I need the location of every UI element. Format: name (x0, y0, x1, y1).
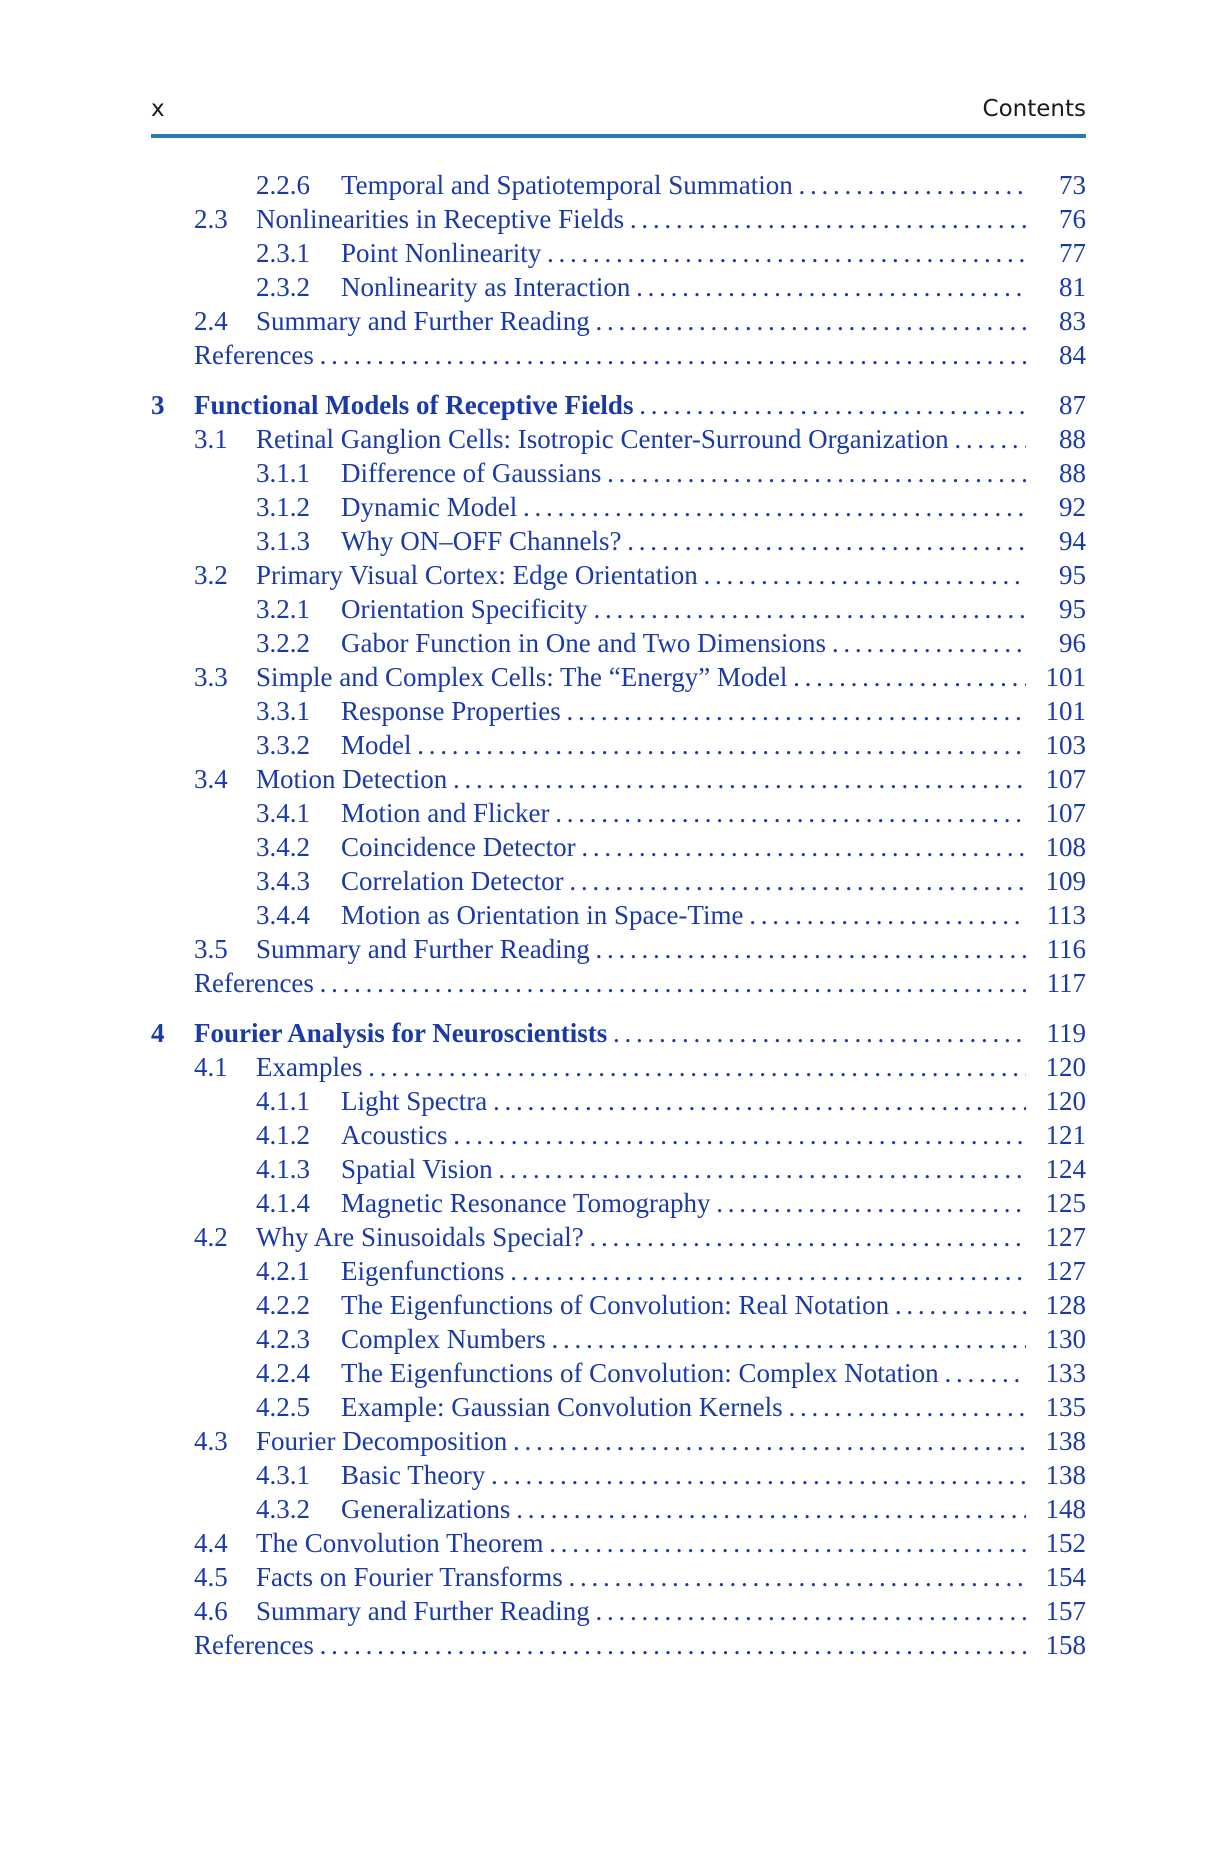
toc-entry-number: 3.3.1 (256, 696, 310, 726)
toc-entry-page[interactable]: 77 (1059, 238, 1086, 268)
toc-entry-page[interactable]: 107 (1045, 798, 1086, 828)
toc-entry-page[interactable]: 128 (1045, 1290, 1086, 1320)
toc-entry-page[interactable]: 76 (1059, 204, 1086, 234)
toc-section-entry[interactable] (151, 456, 1086, 490)
toc-section-entry[interactable] (151, 864, 1086, 898)
toc-section-entry[interactable] (151, 1594, 1086, 1628)
toc-section-entry[interactable] (151, 932, 1086, 966)
toc-section-entry[interactable] (151, 1254, 1086, 1288)
toc-entry-page[interactable]: 121 (1045, 1120, 1086, 1150)
running-title: Contents (982, 96, 1086, 122)
toc-entry-page[interactable]: 88 (1059, 458, 1086, 488)
toc-section-entry[interactable] (151, 1288, 1086, 1322)
toc-entry-number: 3.1.1 (256, 458, 310, 488)
toc-entry-number: 4.2.2 (256, 1290, 310, 1320)
toc-entry-page[interactable]: 103 (1045, 730, 1086, 760)
toc-entry-number: 3.2 (194, 560, 228, 590)
toc-chapter-entry[interactable] (151, 388, 1086, 422)
toc-entry-page[interactable]: 113 (1046, 900, 1086, 930)
toc-section-entry[interactable] (151, 796, 1086, 830)
toc-entry-page[interactable]: 101 (1045, 662, 1086, 692)
toc-entry-number: 3.1.3 (256, 526, 310, 556)
toc-entry-number: 4.1.4 (256, 1188, 310, 1218)
toc-entry-page[interactable]: 135 (1045, 1392, 1086, 1422)
toc-entry-title[interactable]: Fourier Decomposition . . . (256, 1424, 1026, 1458)
toc-entry-page[interactable]: 152 (1045, 1528, 1086, 1558)
toc-entry-number: 3.1.2 (256, 492, 310, 522)
toc-entry-number: 4.3.2 (256, 1494, 310, 1524)
toc-entry-page[interactable]: 117 (1046, 968, 1086, 998)
toc-section-entry[interactable] (151, 660, 1086, 694)
toc-entry-title[interactable]: The Eigenfunctions of Convolution: Real Notation . . . (341, 1288, 1026, 1322)
toc-section-entry[interactable] (151, 236, 1086, 270)
toc-section-entry[interactable] (151, 898, 1086, 932)
toc-entry-number: 4.2.3 (256, 1324, 310, 1354)
toc-entry-title[interactable]: References . . . (194, 966, 1026, 1000)
toc-entry-page[interactable]: 73 (1059, 170, 1086, 200)
toc-section-entry[interactable] (151, 270, 1086, 304)
toc-entry-number: 3 (151, 390, 165, 420)
toc-entry-title[interactable]: Example: Gaussian Convolution Kernels . . . (341, 1390, 1026, 1424)
toc-entry-number: 4 (151, 1018, 165, 1048)
toc-entry-number: 3.5 (194, 934, 228, 964)
toc-chapter-entry[interactable] (151, 1016, 1086, 1050)
toc-entry-page[interactable]: 127 (1045, 1256, 1086, 1286)
toc-entry-number: 4.2.5 (256, 1392, 310, 1422)
toc-entry-number: 3.3.2 (256, 730, 310, 760)
toc-entry-title[interactable]: Magnetic Resonance Tomography . . . (341, 1186, 1026, 1220)
toc-entry-page[interactable]: 87 (1059, 390, 1086, 420)
toc-entry-page[interactable]: 84 (1059, 340, 1086, 370)
toc-entry-page[interactable]: 101 (1045, 696, 1086, 726)
toc-entry-number: 4.2.1 (256, 1256, 310, 1286)
toc-section-entry[interactable] (151, 1492, 1086, 1526)
toc-entry-page[interactable]: 94 (1059, 526, 1086, 556)
toc-entry-title[interactable]: Summary and Further Reading . . . (256, 1594, 1026, 1628)
toc-references-entry[interactable] (151, 1628, 1086, 1662)
toc-entry-title[interactable]: Coincidence Detector . . . (341, 830, 1026, 864)
page-number: x (151, 96, 165, 122)
toc-entry-number: 2.3.2 (256, 272, 310, 302)
toc-entry-number: 3.3 (194, 662, 228, 692)
toc-entry-title[interactable]: Motion as Orientation in Space-Time . . . (341, 898, 1026, 932)
toc-section-entry[interactable] (151, 1152, 1086, 1186)
toc-entry-number: 3.2.2 (256, 628, 310, 658)
toc-entry-page[interactable]: 107 (1045, 764, 1086, 794)
toc-entry-title[interactable]: Complex Numbers . . . (341, 1322, 1026, 1356)
toc-entry-title[interactable]: The Convolution Theorem . . . (256, 1526, 1026, 1560)
toc-entry-page[interactable]: 157 (1045, 1596, 1086, 1626)
toc-section-entry[interactable] (151, 1526, 1086, 1560)
toc-entry-page[interactable]: 127 (1045, 1222, 1086, 1252)
toc-entry-number: 4.1.1 (256, 1086, 310, 1116)
toc-entry-page[interactable]: 109 (1045, 866, 1086, 896)
toc-entry-page[interactable]: 116 (1046, 934, 1086, 964)
toc-section-entry[interactable] (151, 1050, 1086, 1084)
toc-entry-title[interactable]: Response Properties . . . (341, 694, 1026, 728)
toc-section-entry[interactable] (151, 1424, 1086, 1458)
toc-section-entry[interactable] (151, 1084, 1086, 1118)
toc-entry-title[interactable]: References . . . (194, 338, 1026, 372)
toc-entry-title[interactable]: Point Nonlinearity . . . (341, 236, 1026, 270)
toc-section-entry[interactable] (151, 1458, 1086, 1492)
toc-entry-title[interactable]: Light Spectra . . . (341, 1084, 1026, 1118)
toc-entry-number: 4.3 (194, 1426, 228, 1456)
toc-entry-page[interactable]: 95 (1059, 594, 1086, 624)
toc-section-entry[interactable] (151, 1560, 1086, 1594)
toc-section-entry[interactable] (151, 728, 1086, 762)
toc-entry-title[interactable]: Functional Models of Receptive Fields . . . (194, 388, 1026, 422)
running-header (151, 96, 1086, 132)
toc-entry-number: 4.6 (194, 1596, 228, 1626)
toc-entry-title[interactable]: Motion Detection . . . (256, 762, 1026, 796)
toc-entry-number: 3.4.3 (256, 866, 310, 896)
toc-section-entry[interactable] (151, 558, 1086, 592)
toc-entry-number: 2.4 (194, 306, 228, 336)
toc-entry-page[interactable]: 125 (1045, 1188, 1086, 1218)
toc-entry-title[interactable]: Dynamic Model . . . (341, 490, 1026, 524)
toc-entry-title[interactable]: Spatial Vision . . . (341, 1152, 1026, 1186)
toc-entry-title[interactable]: Examples . . . (256, 1050, 1026, 1084)
toc-entry-title[interactable]: Basic Theory . . . (341, 1458, 1026, 1492)
toc-entry-page[interactable]: 138 (1045, 1460, 1086, 1490)
toc-section-entry[interactable] (151, 694, 1086, 728)
toc-entry-title[interactable]: Summary and Further Reading . . . (256, 932, 1026, 966)
toc-entry-number: 4.1.2 (256, 1120, 310, 1150)
toc-entry-title[interactable]: Acoustics . . . (341, 1118, 1026, 1152)
toc-entry-page[interactable]: 158 (1045, 1630, 1086, 1660)
toc-entry-number: 3.4.2 (256, 832, 310, 862)
toc-section-entry[interactable] (151, 524, 1086, 558)
toc-entry-page[interactable]: 96 (1059, 628, 1086, 658)
toc-section-entry[interactable] (151, 168, 1086, 202)
toc-entry-page[interactable]: 81 (1059, 272, 1086, 302)
toc-entry-number: 4.2.4 (256, 1358, 310, 1388)
toc-entry-page[interactable]: 148 (1045, 1494, 1086, 1524)
toc-entry-page[interactable]: 120 (1045, 1086, 1086, 1116)
toc-entry-title[interactable]: Why ON–OFF Channels? . . . (341, 524, 1026, 558)
toc-entry-page[interactable]: 83 (1059, 306, 1086, 336)
toc-entry-number: 2.2.6 (256, 170, 310, 200)
toc-section-entry[interactable] (151, 626, 1086, 660)
toc-entry-title[interactable]: Facts on Fourier Transforms . . . (256, 1560, 1026, 1594)
toc-entry-title[interactable]: The Eigenfunctions of Convolution: Complex Notation . . . (341, 1356, 1026, 1390)
toc-entry-page[interactable]: 138 (1045, 1426, 1086, 1456)
table-of-contents (151, 168, 1086, 1662)
toc-entry-page[interactable]: 108 (1045, 832, 1086, 862)
toc-entry-number: 3.1 (194, 424, 228, 454)
toc-entry-title[interactable]: Gabor Function in One and Two Dimensions . . . (341, 626, 1026, 660)
toc-references-entry[interactable] (151, 338, 1086, 372)
toc-section-entry[interactable] (151, 1390, 1086, 1424)
toc-section-entry[interactable] (151, 490, 1086, 524)
toc-entry-number: 4.1.3 (256, 1154, 310, 1184)
toc-entry-number: 4.4 (194, 1528, 228, 1558)
toc-section-entry[interactable] (151, 830, 1086, 864)
toc-section-entry[interactable] (151, 1186, 1086, 1220)
toc-entry-page[interactable]: 154 (1045, 1562, 1086, 1592)
header-rule (151, 134, 1086, 138)
toc-entry-number: 2.3.1 (256, 238, 310, 268)
toc-entry-page[interactable]: 133 (1045, 1358, 1086, 1388)
toc-entry-number: 4.3.1 (256, 1460, 310, 1490)
toc-entry-number: 4.1 (194, 1052, 228, 1082)
toc-entry-title[interactable]: Correlation Detector . . . (341, 864, 1026, 898)
toc-section-entry[interactable] (151, 1356, 1086, 1390)
toc-entry-title[interactable]: Summary and Further Reading . . . (256, 304, 1026, 338)
toc-section-entry[interactable] (151, 762, 1086, 796)
toc-entry-title[interactable]: Motion and Flicker . . . (341, 796, 1026, 830)
toc-entry-title[interactable]: Retinal Ganglion Cells: Isotropic Center-Surround Organization . . . (256, 422, 1026, 456)
toc-entry-number: 4.5 (194, 1562, 228, 1592)
toc-entry-title[interactable]: Generalizations . . . (341, 1492, 1026, 1526)
toc-section-entry[interactable] (151, 422, 1086, 456)
toc-entry-page[interactable]: 92 (1059, 492, 1086, 522)
toc-entry-number: 2.3 (194, 204, 228, 234)
toc-entry-page[interactable]: 119 (1046, 1018, 1086, 1048)
toc-section-entry[interactable] (151, 1322, 1086, 1356)
toc-entry-page[interactable]: 120 (1045, 1052, 1086, 1082)
toc-entry-page[interactable]: 130 (1045, 1324, 1086, 1354)
toc-entry-title[interactable]: Orientation Specificity . . . (341, 592, 1026, 626)
toc-entry-page[interactable]: 95 (1059, 560, 1086, 590)
toc-entry-title[interactable]: Model . . . (341, 728, 1026, 762)
toc-entry-title[interactable]: Temporal and Spatiotemporal Summation . . . (341, 168, 1026, 202)
toc-entry-number: 3.4.4 (256, 900, 310, 930)
toc-entry-number: 4.2 (194, 1222, 228, 1252)
toc-entry-number: 3.4.1 (256, 798, 310, 828)
toc-section-entry[interactable] (151, 1220, 1086, 1254)
toc-references-entry[interactable] (151, 966, 1086, 1000)
toc-entry-title[interactable]: Why Are Sinusoidals Special? . . . (256, 1220, 1026, 1254)
toc-entry-title[interactable]: Eigenfunctions . . . (341, 1254, 1026, 1288)
toc-entry-title[interactable]: Fourier Analysis for Neuroscientists . . . (194, 1016, 1026, 1050)
toc-entry-title[interactable]: Simple and Complex Cells: The “Energy” Model . . . (256, 660, 1026, 694)
toc-section-entry[interactable] (151, 1118, 1086, 1152)
toc-entry-title[interactable]: Nonlinearities in Receptive Fields . . . (256, 202, 1026, 236)
toc-section-entry[interactable] (151, 304, 1086, 338)
toc-entry-title[interactable]: Primary Visual Cortex: Edge Orientation . . . (256, 558, 1026, 592)
toc-entry-number: 3.2.1 (256, 594, 310, 624)
toc-section-entry[interactable] (151, 202, 1086, 236)
toc-section-entry[interactable] (151, 592, 1086, 626)
toc-entry-page[interactable]: 88 (1059, 424, 1086, 454)
toc-entry-title[interactable]: References . . . (194, 1628, 1026, 1662)
toc-entry-page[interactable]: 124 (1045, 1154, 1086, 1184)
toc-entry-title[interactable]: Difference of Gaussians . . . (341, 456, 1026, 490)
toc-entry-title[interactable]: Nonlinearity as Interaction . . . (341, 270, 1026, 304)
toc-entry-number: 3.4 (194, 764, 228, 794)
